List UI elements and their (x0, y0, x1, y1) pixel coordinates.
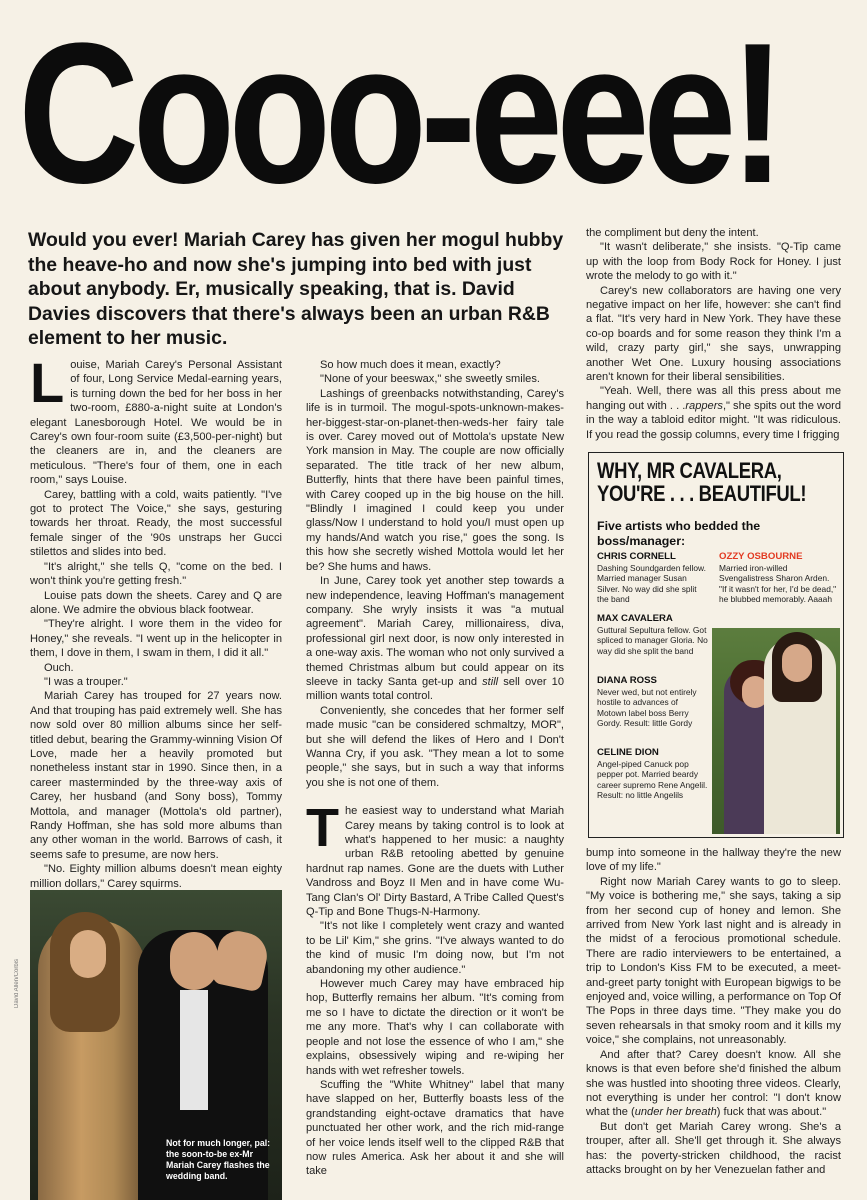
photo-figure-face (170, 932, 218, 990)
column-2 (306, 358, 564, 1179)
photo-figure-shirt (180, 990, 208, 1110)
paragraph: bump into someone in the hallway they're the new love of my life." (586, 847, 841, 874)
sidebar-subtitle: Five artists who bedded the boss/manager: (597, 519, 761, 548)
paragraph: But don't get Mariah Carey wrong. She's a trouper, after all. She'll get through it. She always has: the poverty-stricken childhood, the racist attacks brought on by her Venezuelan father and (586, 1120, 841, 1176)
paragraph: However much Carey may have embraced hip hop, Butterfly remains her album. "It's coming from me so I have to dictate the direction or it won't be me any more. That's why I can collaborate with people and not lose the essence of who I am," she explains, obsessively wiping and re-wiping her hands with wet refresher towels. (306, 978, 564, 1077)
column-3-top (586, 226, 841, 442)
sidebar-entry: CELINE DION Angel-piped Canuck pop pepper pot. Married beardy career supremo Rene Angelil. Result: no little Angelils (597, 747, 708, 801)
paragraph: In June, Carey took yet another step towards a new independence, leaving Hoffman's management company. She wryly insists it was "a mutual agreement". Mariah Carey, millionairess, diva, professional girl next door, is now only interested in a one-way axis. The woman who not only survived a themed Christmas album but could appear on its sleeve in tacky Santa get-up and still sell over 10 million wants total control. (306, 575, 564, 703)
photo-figure-face (782, 644, 812, 682)
headline: Cooo-eee! (18, 2, 779, 225)
photo-ozzy-sharon (712, 628, 840, 834)
paragraph: the compliment but deny the intent. (586, 227, 759, 239)
paragraph: "It wasn't deliberate," she insists. "Q-Tip came up with the loop from Body Rock for Honey. I just wrote the melody to go with it." (586, 241, 841, 283)
standfirst: Would you ever! Mariah Carey has given her mogul hubby the heave-ho and now she's jumping into bed with just about anybody. Er, musically speaking, that is. David Davies discovers that there's always been an urban R&B element to her music. (28, 229, 564, 350)
paragraph: "None of your beeswax," she sweetly smiles. (320, 373, 540, 386)
photo-credit: David Allen/Corbis (14, 958, 20, 1008)
paragraph: "Yeah. Well, there was all this press about me hanging out with . . .rappers," she spits out the word in the way a tabloid editor might. "It was ridiculous. If you read the gossip columns, every time I frigging (586, 385, 841, 441)
column-3-bottom (586, 846, 841, 1177)
paragraph: Louise, Mariah Carey's Personal Assistant of four, Long Service Medal-earning years, is turning down the bed for her boss in her two-room, £880-a-night suite at London's elegant Lanesborough Hotel. We would be in Carey's own four-room suite (£3,500-per-night) but the cleaners are in, and the cleaners are meticulous. "There's four of them, one in each room," says Louise. (30, 351, 282, 487)
sidebar-title: WHY, MR CAVALERA, YOU'RE . . . BEAUTIFUL! (597, 458, 807, 506)
drop-cap: T (306, 798, 339, 859)
paragraph: Conveniently, she concedes that her former self made music "can be considered schmaltzy, MOR", but she will defend the likes of Hero and I Don't Wanna Cry, if you ask. "They mean a lot to some people," she says, but in such a way that informs you she is not one of them. (306, 704, 564, 789)
paragraph: "It's alright," she tells Q, "come on the bed. I won't think you're getting fresh." (30, 560, 282, 588)
sidebar-entry: MAX CAVALERA Guttural Sepultura fellow. Got spliced to manager Gloria. No way did she split the band (597, 613, 708, 656)
sidebar-entry: DIANA ROSS Never wed, but not entirely hostile to advances of Motown label boss Berry Gordy. Result: little Gordy (597, 675, 697, 729)
paragraph: Scuffing the "White Whitney" label that many have slapped on her, Butterfly boasts less of the grandstanding eight-octave dramatics that have punctuated her other work, and the rich mid-range of her voice lends itself well to the clipped R&B that now rules America. Ask her about it and she will take (306, 1078, 564, 1178)
paragraph: Carey, battling with a cold, waits patiently. "I've got to protect The Voice," she says, gesturing towards her throat. Ready, the most successful female singer of the '90s unstraps her Gucci stilettos and slides into bed. (30, 488, 282, 559)
paragraph: Right now Mariah Carey wants to go to sleep. "My voice is bothering me," she says, taking a sip from her second cup of honey and lemon. She arrived from New York last night and is already in the midst of a ferocious promotional schedule. There are radio interviewers to be entertained, a trip to London's Kiss FM to be executed, a meet-and-greet party tonight with European bigwigs to be enjoyed and, voice willing, a performance on Top Of The Pops in three days time. "They make you do seven rehearsals in that smoky room and it kills my voice," she complains, not unreasonably. (586, 875, 841, 1047)
sidebar-entry: CHRIS CORNELL Dashing Soundgarden fellow. Married manager Susan Silver. No way did she split the band (597, 551, 706, 605)
paragraph: And after that? Carey doesn't know. All she knows is that even before she'd finished the album she was hustled into shooting three videos. Clearly, not everything is under her control: "I don't know what the (under her breath) fuck that was about." (586, 1048, 841, 1119)
paragraph: Carey's new collaborators are having one very negative impact on her life, however: she can't find a flat. "It's very hard in New York. They have these co-op boards and for some reason they think I'm a wild, crazy party girl," she says, unwrapping another Wet One. Luxury housing associations aren't known for their liberal sensibilities. (586, 284, 841, 384)
paragraph: Lashings of greenbacks notwithstanding, Carey's life is in turmoil. The mogul-spots-unknown-makes-her-biggest-star-on-planet-then-weds-her fairy tale is over. Carey moved out of Mottola's upstate New York mansion in May. The couple are now officially separated. The title track of her new album, Butterfly, hints that there have been painful times, with Carey cooped up in the big house on the hill. "Blindly I imagined I could keep you under glass/Now I understand to hold you/I must open up my hands/And watch you rise," goes the song. Is this how she secretly wished Mottola would let her be? She hums and haws. (306, 387, 564, 573)
paragraph: "They're alright. I wore them in the video for Honey," she reveals. "I went up in the helicopter in them, I dove in them, I swam in them, I did it all." (30, 618, 282, 660)
paragraph: So how much does it mean, exactly? (320, 359, 501, 371)
paragraph: Mariah Carey has trouped for 27 years now. And that trouping has paid extremely well. She has now sold over 80 million albums since her self-titled debut, bearing the Grammy-winning Vision Of Love, made her a heavily promoted but nonetheless instant star in 1990. Since then, in a career masterminded by the three-way axis of Carey, her husband (and Sony boss), Tommy Mottola, and manager (Mottola's old partner), Randy Hoffman, she has sold more albums than any other woman in the world. Barrows of cash, it seems safe to presume, are now hers. (30, 690, 282, 861)
sidebar-entry: OZZY OSBOURNE Married iron-willed Svengalistress Sharon Arden. "If it wasn't for her, I'd be dead," he blubbed memorably. Aaaah (719, 551, 837, 605)
paragraph: Louise pats down the sheets. Carey and Q are alone. We admire the obvious black footwear. (30, 589, 282, 616)
paragraph: The easiest way to understand what Mariah Carey means by taking control is to look at what's happened to her music: a naughty urban R&B retooling abetted by genuine hardnut rap names. Gone are the duets with Luther Vandross and Boyz II Men and in have come Wu-Tang Clan's Ol' Dirty Bastard, A Tribe Called Quest's Q-Tip and Bone Thugs-N-Harmony. (306, 798, 564, 919)
paragraph: "It's not like I completely went crazy and wanted to be Lil' Kim," she grins. "I've always wanted to do the kind of music I'm doing now, but I'm not abandoning my other audience." (306, 920, 564, 976)
drop-cap: L (30, 351, 65, 414)
paragraph: Ouch. (44, 661, 74, 674)
paragraph: "No. Eighty million albums doesn't mean eighty million dollars," Carey squirms. (30, 863, 282, 890)
paragraph: "I was a trouper." (44, 675, 128, 688)
column-1 (30, 351, 282, 891)
photo-figure-face (70, 930, 106, 978)
photo-caption: Not for much longer, pal: the soon-to-be ex-Mr Mariah Carey flashes the wedding band. (166, 1138, 271, 1181)
